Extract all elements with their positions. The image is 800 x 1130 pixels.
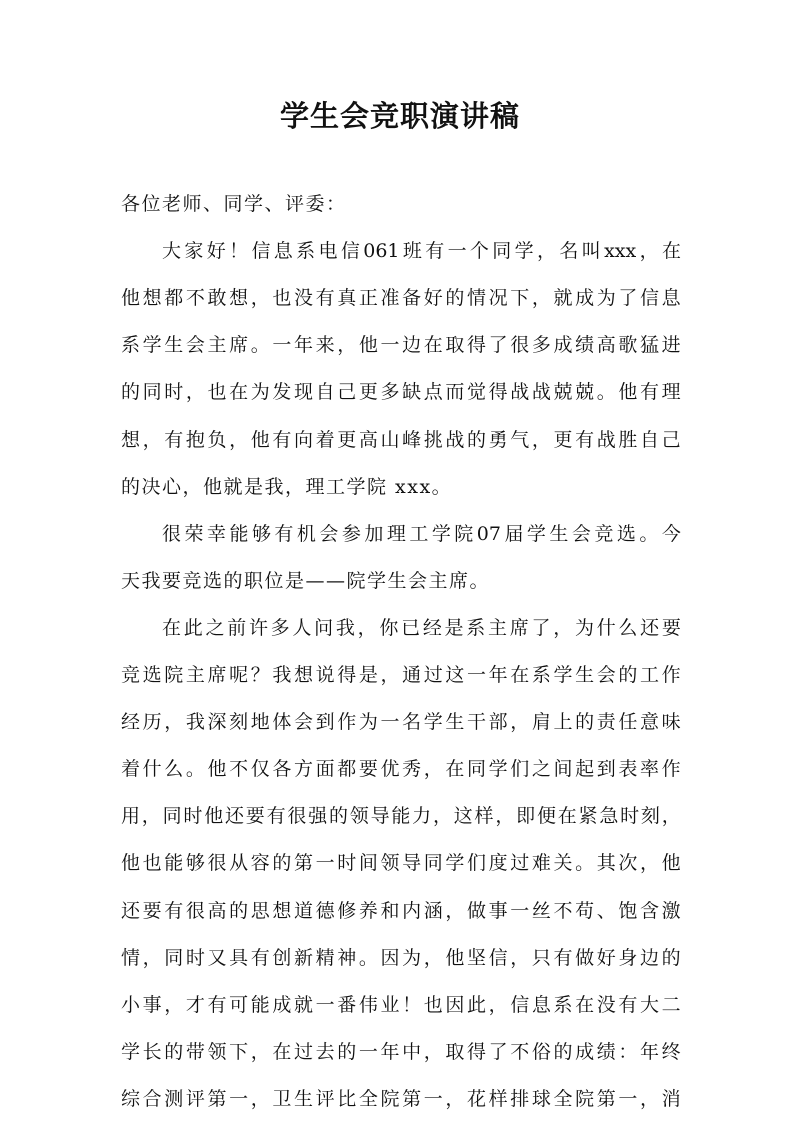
text-line: 的 同 时 ， 也 在 为 发 现 自 己 更 多 缺 点 而 觉 得 战 战 兢 兢 。 他 有 理 — [121, 381, 681, 404]
text-line: 还 要 有 很 高 的 思 想 道 德 修 养 和 内 涵 ， 做 事 一 丝 不 苟 、 饱 含 激 — [121, 899, 681, 922]
text-line: 在 此 之 前 许 多 人 问 我 ， 你 已 经 是 系 主 席 了 ， 为 什 么 还 要 — [162, 616, 681, 639]
text-line: 经 历 ， 我 深 刻 地 体 会 到 作 为 一 名 学 生 干 部 ， 肩 上 的 责 任 意 味 — [121, 711, 681, 734]
text-line: 大 家 好 ！ 信 息 系 电 信 061 班 有 一 个 同 学 ， 名 叫 xxx ， 在 — [162, 240, 681, 263]
text-line: 各位老师、同学、评委： — [121, 193, 347, 215]
text-line: 用 ， 同 时 他 还 要 有 很 强 的 领 导 能 力 ， 这 样 ， 即 便 在 紧 急 时 刻 ， — [121, 805, 681, 828]
text-line: 想 ， 有 抱 负 ， 他 有 向 着 更 高 山 峰 挑 战 的 勇 气 ， 更 有 战 胜 自 己 — [121, 428, 681, 451]
text-line: 他 也 能 够 很 从 容 的 第 一 时 间 领 导 同 学 们 度 过 难 关 。 其 次 ， 他 — [121, 852, 681, 875]
text-line: 的决心，他就是我，理工学院 xxx。 — [121, 475, 453, 498]
text-line: 很 荣 幸 能 够 有 机 会 参 加 理 工 学 院 07 届 学 生 会 竞 选 。 今 — [162, 522, 681, 545]
text-line: 他 想 都 不 敢 想 ， 也 没 有 真 正 准 备 好 的 情 况 下 ， 就 成 为 了 信 息 — [121, 287, 681, 310]
text-line: 情 ， 同 时 又 具 有 创 新 精 神 。 因 为 ， 他 坚 信 ， 只 有 做 好 身 边 的 — [121, 946, 681, 969]
text-line: 竞 选 院 主 席 呢 ？ 我 想 说 得 是 ， 通 过 这 一 年 在 系 学 生 会 的 工 作 — [121, 664, 681, 686]
text-line: 综 合 测 评 第 一 ， 卫 生 评 比 全 院 第 一 ， 花 样 排 球 全 院 第 一 ， 消 — [121, 1087, 681, 1110]
document-title: 学生会竞职演讲稿 — [279, 99, 520, 133]
text-line: 学 长 的 带 领 下 ， 在 过 去 的 一 年 中 ， 取 得 了 不 俗 的 成 绩 ： 年 终 — [121, 1040, 681, 1063]
text-line: 天我要竞选的职位是——院学生会主席。 — [121, 569, 491, 592]
text-line: 着 什 么 。 他 不 仅 各 方 面 都 要 优 秀 ， 在 同 学 们 之 间 起 到 表 率 作 — [121, 758, 681, 781]
text-line: 小 事 ， 才 有 可 能 成 就 一 番 伟 业 ！ 也 因 此 ， 信 息 系 在 没 有 大 二 — [121, 993, 681, 1016]
text-line: 系 学 生 会 主 席 。 一 年 来 ， 他 一 边 在 取 得 了 很 多 成 绩 高 歌 猛 进 — [121, 334, 681, 357]
